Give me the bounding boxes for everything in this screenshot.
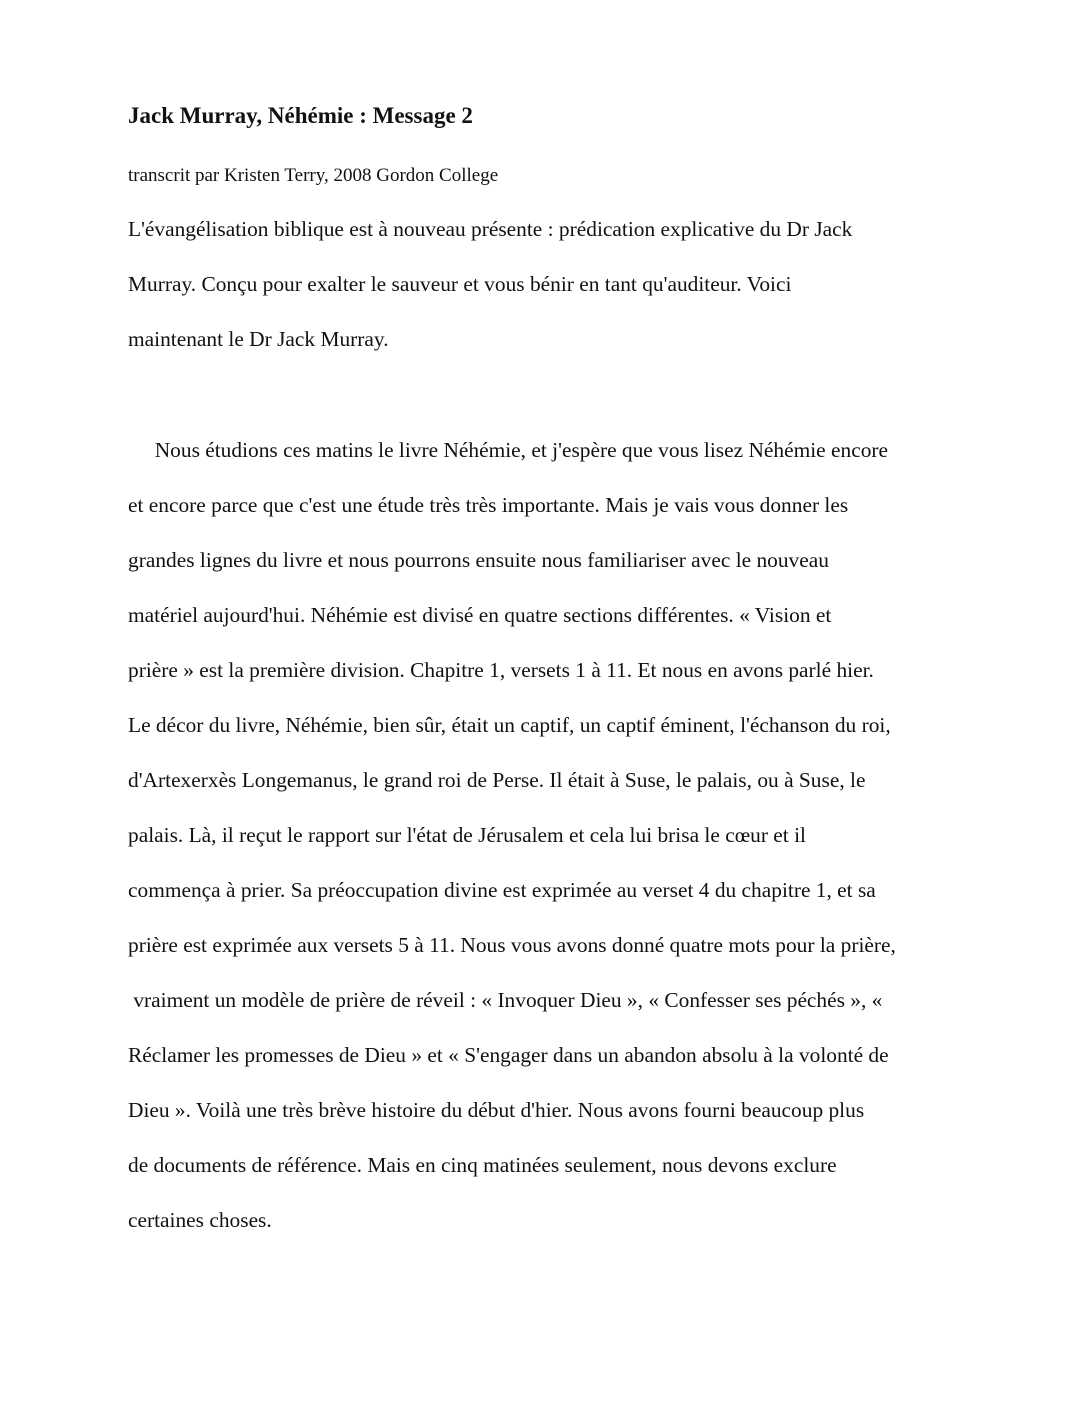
body-line: matériel aujourd'hui. Néhémie est divisé en quatre sections différentes. « Vision et	[128, 603, 832, 627]
body-line: Nous étudions ces matins le livre Néhémie, et j'espère que vous lisez Néhémie encore	[128, 438, 889, 462]
body-line: commença à prier. Sa préoccupation divine est exprimée au verset 4 du chapitre 1, et sa	[128, 878, 876, 902]
body-line: vraiment un modèle de prière de réveil : « Invoquer Dieu », « Confesser ses péchés », «	[128, 988, 883, 1012]
body-line: de documents de référence. Mais en cinq matinées seulement, nous devons exclure	[128, 1153, 837, 1177]
body-line: grandes lignes du livre et nous pourrons ensuite nous familiariser avec le nouveau	[128, 548, 829, 572]
body-line: Réclamer les promesses de Dieu » et « S'engager dans un abandon absolu à la volonté de	[128, 1043, 889, 1067]
body-line: Le décor du livre, Néhémie, bien sûr, était un captif, un captif éminent, l'échanson du roi,	[128, 713, 891, 737]
document-title: Jack Murray, Néhémie : Message 2	[128, 103, 473, 128]
body-line: palais. Là, il reçut le rapport sur l'état de Jérusalem et cela lui brisa le cœur et il	[128, 823, 806, 847]
intro-line: Murray. Conçu pour exalter le sauveur et vous bénir en tant qu'auditeur. Voici	[128, 272, 792, 296]
intro-line: L'évangélisation biblique est à nouveau présente : prédication explicative du Dr Jack	[128, 217, 853, 241]
body-line: et encore parce que c'est une étude très très importante. Mais je vais vous donner les	[128, 493, 849, 517]
body-line: prière est exprimée aux versets 5 à 11. Nous vous avons donné quatre mots pour la prière,	[128, 933, 896, 957]
body-line: Dieu ». Voilà une très brève histoire du début d'hier. Nous avons fourni beaucoup plus	[128, 1098, 865, 1122]
body-line: certaines choses.	[128, 1208, 272, 1232]
document-subtitle: transcrit par Kristen Terry, 2008 Gordon College	[128, 165, 499, 186]
intro-line: maintenant le Dr Jack Murray.	[128, 327, 389, 351]
body-line: prière » est la première division. Chapitre 1, versets 1 à 11. Et nous en avons parlé hier.	[128, 658, 874, 682]
body-line: d'Artexerxès Longemanus, le grand roi de Perse. Il était à Suse, le palais, ou à Suse, le	[128, 768, 866, 792]
